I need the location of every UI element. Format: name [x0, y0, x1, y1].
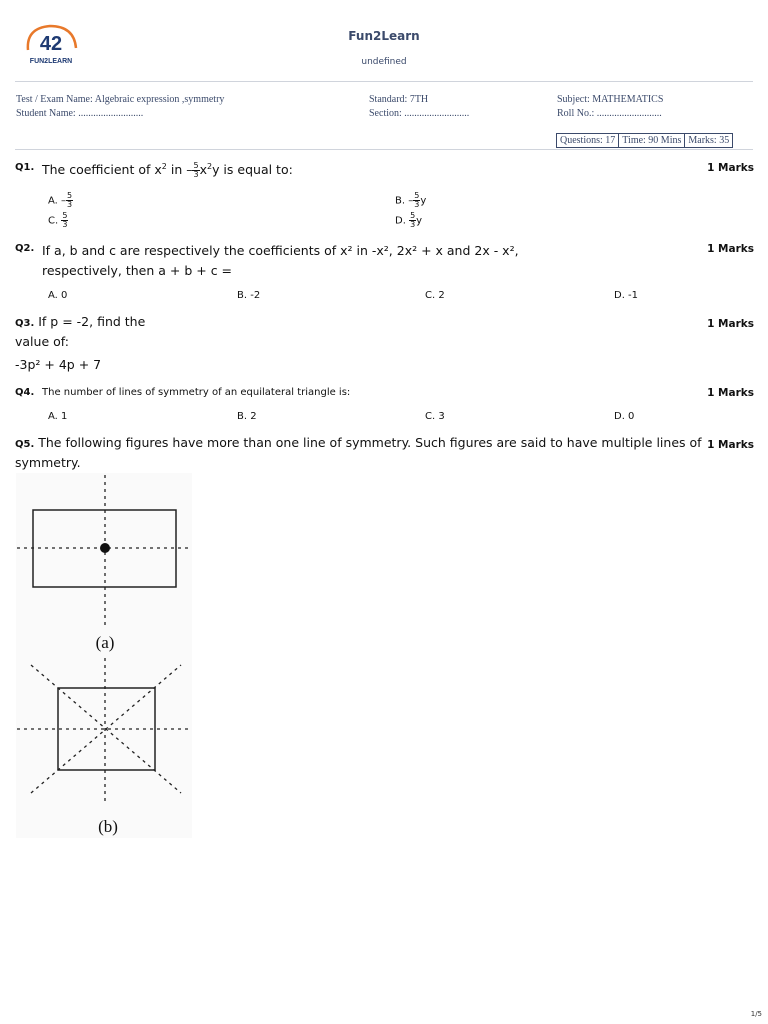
- question-expression: -3p² + 4p + 7: [15, 357, 102, 372]
- question-text-line1: Q3. If p = -2, find the: [15, 314, 146, 329]
- question-marks: 1 Marks: [707, 162, 754, 174]
- question-marks: 1 Marks: [707, 243, 754, 255]
- option-d: D. -1: [614, 290, 639, 301]
- standard: Standard: 7TH: [369, 94, 429, 105]
- subject: Subject: MATHEMATICS: [557, 94, 664, 105]
- figure-a-center-dot: [100, 543, 110, 553]
- time-limit: Time: 90 Mins: [619, 134, 685, 147]
- option-b: B. – $\frac{5}{3}$ y: [395, 191, 427, 209]
- option-d: D. 0: [614, 411, 635, 422]
- student-name: Student Name: ..........................: [16, 108, 144, 119]
- test-name: Test / Exam Name: Algebraic expression ,symmetry: [16, 94, 225, 105]
- option-c: C. $\frac{5}{3}$: [48, 211, 68, 229]
- question-text: The coefficient of $x^2$ in – $\frac{5}{3}$ $x^2y$ is equal to:: [42, 161, 293, 179]
- option-a: A. – $\frac{5}{3}$: [48, 191, 73, 209]
- question-text-line2: respectively, then a + b + c =: [42, 263, 233, 278]
- option-c: C. 2: [425, 290, 445, 301]
- question-text-line1: If a, b and c are respectively the coefficients of x² in -x², 2x² + x and 2x - x²,: [42, 243, 519, 258]
- question-marks: 1 Marks: [707, 439, 754, 451]
- section: Section: ..........................: [369, 108, 470, 119]
- question-text: The number of lines of symmetry of an equilateral triangle is:: [42, 387, 351, 398]
- option-a: A. 0: [48, 290, 68, 301]
- question-number: Q2.: [15, 243, 35, 254]
- option-d: D. $\frac{5}{3}$ y: [395, 211, 423, 229]
- symmetry-figures-image: [16, 473, 192, 838]
- questions-count: Questions: 17: [557, 134, 619, 147]
- question-text-line1: Q5. The following figures have more than one line of symmetry. Such figures are said to have multiple lines of: [15, 435, 702, 450]
- option-c: C. 3: [425, 411, 445, 422]
- total-marks: Marks: 35: [688, 135, 730, 146]
- svg-text:FUN2LEARN: FUN2LEARN: [29, 58, 73, 65]
- svg-text:42: 42: [39, 33, 63, 55]
- question-number: Q1.: [15, 162, 35, 173]
- question-text-line2: value of:: [15, 334, 69, 349]
- brand-title: Fun2Learn: [348, 29, 420, 43]
- figure-b-square: [17, 658, 191, 803]
- meta-divider: [15, 149, 753, 150]
- question-number: Q4.: [15, 387, 35, 398]
- question-text-line2: symmetry.: [15, 455, 81, 470]
- option-b: B. 2: [237, 411, 257, 422]
- exam-stats-box: [556, 133, 733, 148]
- roll-no: Roll No.: ..........................: [557, 108, 662, 119]
- figure-a-label: (a): [95, 633, 115, 652]
- question-marks: 1 Marks: [707, 387, 754, 399]
- option-b: B. -2: [237, 290, 261, 301]
- option-a: A. 1: [48, 411, 68, 422]
- figure-b-label: (b): [98, 817, 118, 836]
- page-number: 1/5: [750, 1010, 762, 1018]
- header-divider: [15, 81, 753, 82]
- question-number: Q3.: [15, 318, 35, 329]
- brand-subtitle: undefined: [361, 57, 407, 67]
- question-number: Q5.: [15, 439, 35, 450]
- question-marks: 1 Marks: [707, 318, 754, 330]
